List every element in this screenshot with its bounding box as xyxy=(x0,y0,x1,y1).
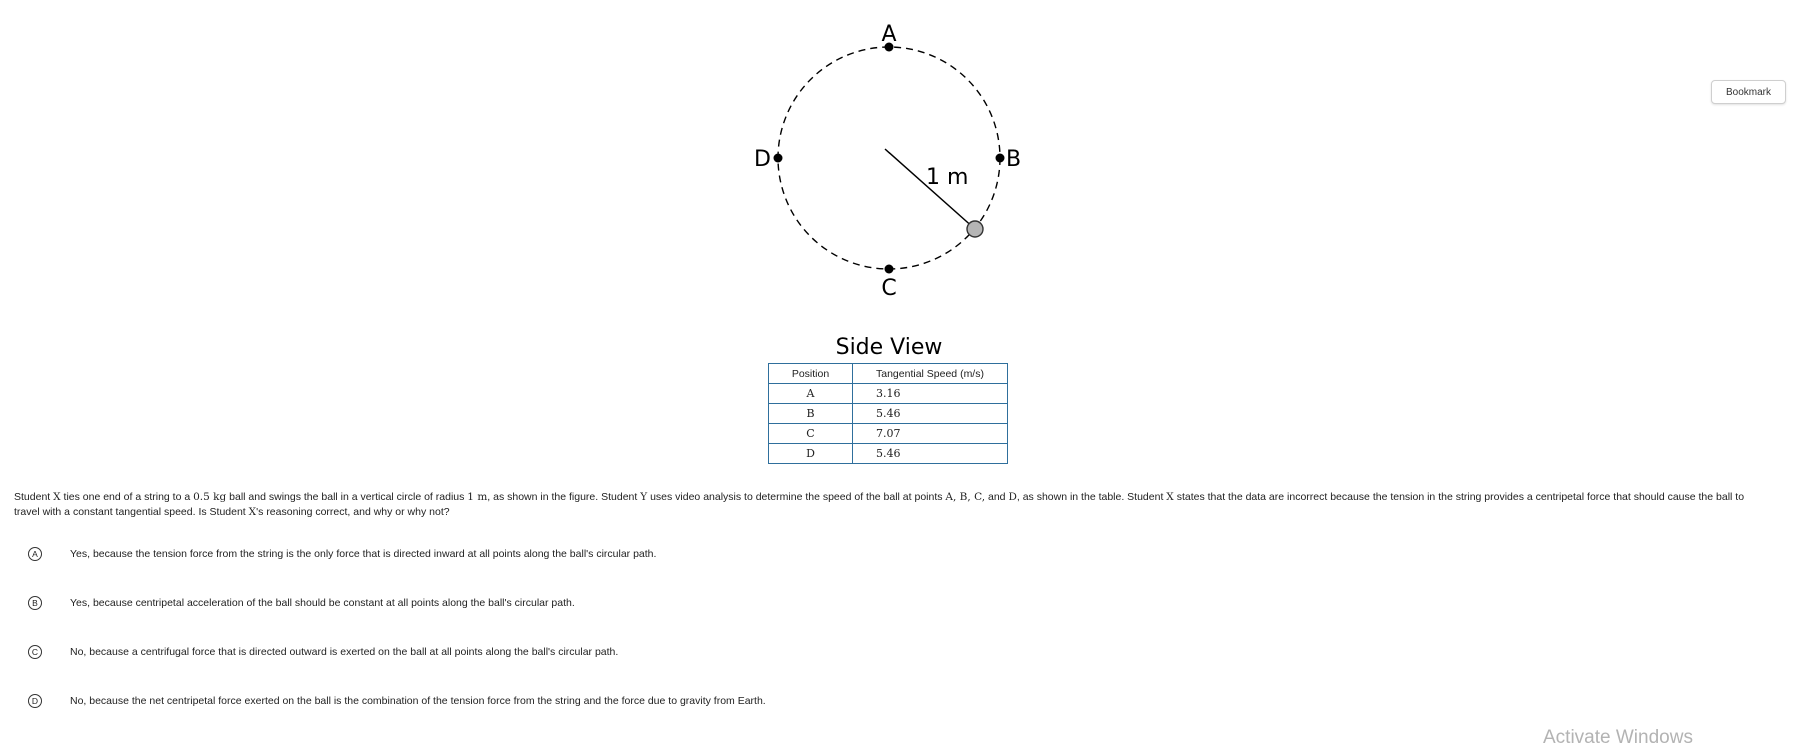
point-d-marker xyxy=(774,154,783,163)
choice-d-radio[interactable]: D xyxy=(28,694,42,708)
table-row xyxy=(769,404,1008,424)
question-text: Student X ties one end of a string to a 0.5 kg ball and swings the ball in a vertical circle of radius 1 m, as shown in the figure. Student Y uses video analysis to determine the speed of the ball at points A, B, C, and D, as shown in the table. Student X states that the data are incorrect because the tension in the string provides a centripetal force that should cause the ball to travel with a constant tangential speed. Is Student X's reasoning correct, and why or why not? xyxy=(14,491,1745,518)
figure-caption: Side View xyxy=(835,335,943,360)
choice-b-text[interactable]: Yes, because centripetal acceleration of the ball should be constant at all points along the ball's circular path. xyxy=(70,597,575,609)
point-c-label: C xyxy=(881,276,897,301)
cell-position: D xyxy=(769,444,853,464)
choice-c-radio[interactable]: C xyxy=(28,645,42,659)
point-b-label: B xyxy=(1006,147,1022,172)
cell-position: B xyxy=(769,404,853,424)
point-d-label: D xyxy=(754,147,771,172)
choice-a-radio[interactable]: A xyxy=(28,547,42,561)
cell-speed: 3.16 xyxy=(853,384,1008,404)
choice-b-radio[interactable]: B xyxy=(28,596,42,610)
table-row xyxy=(769,444,1008,464)
choice-d-text[interactable]: No, because the net centripetal force exerted on the ball is the combination of the tension force from the string and the force due to gravity from Earth. xyxy=(70,695,766,707)
circle-figure xyxy=(0,0,1793,360)
activate-windows-watermark: Activate Windows xyxy=(1543,727,1693,748)
cell-speed: 7.07 xyxy=(853,424,1008,444)
cell-speed: 5.46 xyxy=(853,404,1008,424)
table-row xyxy=(769,384,1008,404)
ball xyxy=(967,221,983,237)
point-b-marker xyxy=(996,154,1005,163)
radius-label: 1 m xyxy=(926,165,969,190)
cell-position: C xyxy=(769,424,853,444)
cell-position: A xyxy=(769,384,853,404)
cell-speed: 5.46 xyxy=(853,444,1008,464)
table-row xyxy=(769,424,1008,444)
header-position: Position xyxy=(769,364,853,384)
choice-d[interactable] xyxy=(28,692,766,710)
choice-c-text[interactable]: No, because a centrifugal force that is directed outward is exerted on the ball at all points along the ball's circular path. xyxy=(70,646,619,658)
point-a-label: A xyxy=(881,22,897,47)
choice-a-text[interactable]: Yes, because the tension force from the string is the only force that is directed inward at all points along the ball's circular path. xyxy=(70,548,657,560)
point-c-marker xyxy=(885,265,894,274)
bookmark-button[interactable]: Bookmark xyxy=(1711,80,1786,104)
table-header-row xyxy=(769,364,1008,384)
choice-b[interactable] xyxy=(28,594,575,612)
choice-a[interactable] xyxy=(28,545,657,563)
circular-path xyxy=(778,47,1000,269)
header-speed: Tangential Speed (m/s) xyxy=(853,364,1008,384)
speed-table xyxy=(768,363,1008,464)
choice-c[interactable] xyxy=(28,643,619,661)
